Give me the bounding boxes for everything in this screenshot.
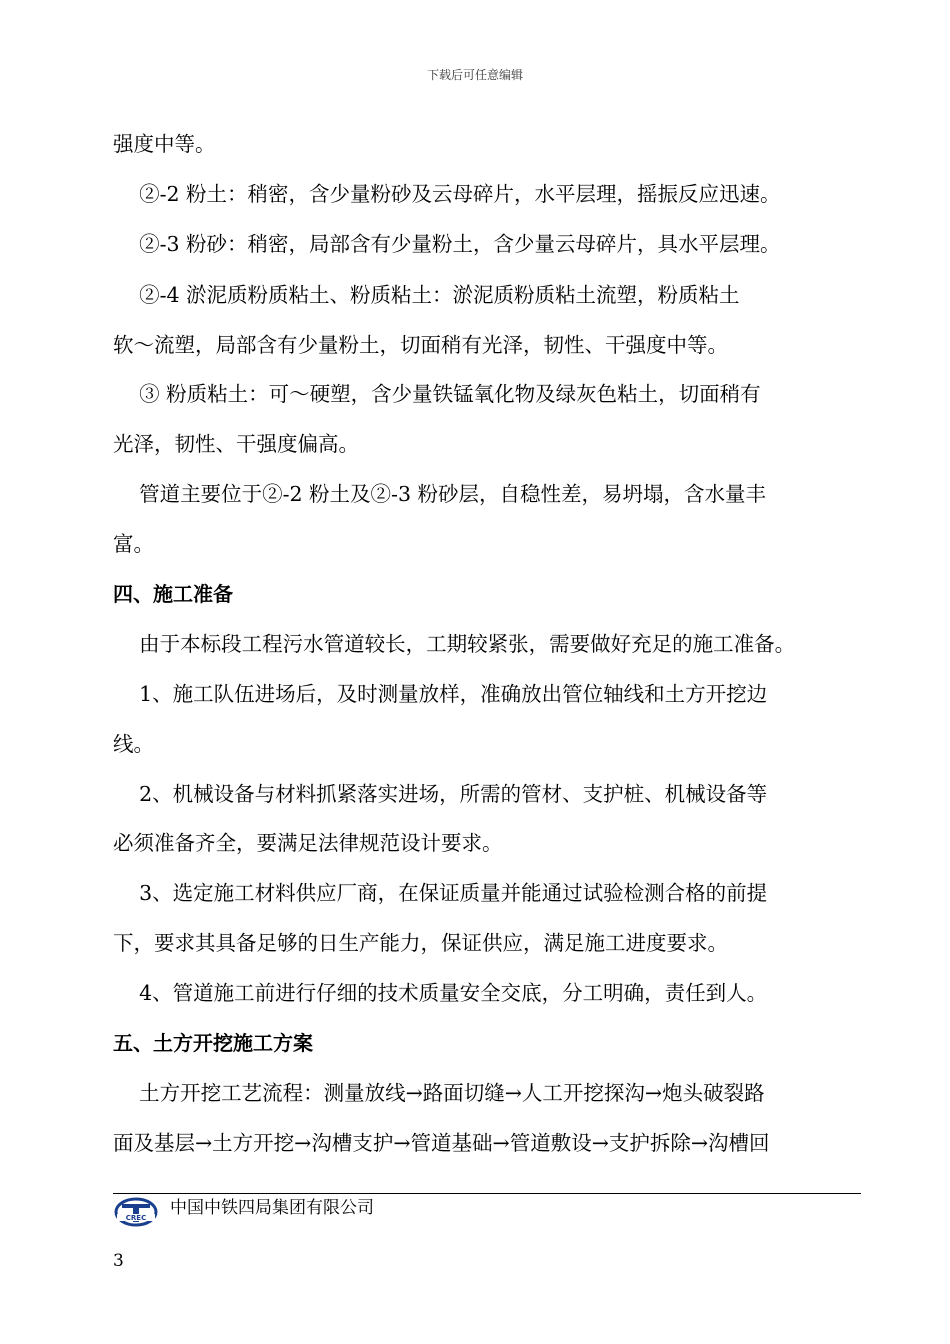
body-line: 下，要求其具备足够的日生产能力，保证供应，满足施工进度要求。 xyxy=(113,931,728,955)
body-line: ②-3 粉砂：稍密，局部含有少量粉土，含少量云母碎片，具水平层理。 xyxy=(113,232,781,256)
body-line: 软～流塑，局部含有少量粉土，切面稍有光泽，韧性、干强度中等。 xyxy=(113,333,728,357)
body-line: 必须准备齐全，要满足法律规范设计要求。 xyxy=(113,831,503,855)
body-line: 1、施工队伍进场后，及时测量放样，准确放出管位轴线和土方开挖边 xyxy=(113,682,768,706)
body-line: ②-2 粉土：稍密，含少量粉砂及云母碎片，水平层理，摇振反应迅速。 xyxy=(113,182,781,206)
body-line: 富。 xyxy=(113,532,154,556)
section-heading: 四、施工准备 xyxy=(113,582,233,606)
body-line: 3、选定施工材料供应厂商，在保证质量并能通过试验检测合格的前提 xyxy=(113,881,768,905)
body-line: 由于本标段工程污水管道较长，工期较紧张，需要做好充足的施工准备。 xyxy=(113,632,796,656)
page-number: 3 xyxy=(113,1251,124,1271)
body-line: 2、机械设备与材料抓紧落实进场，所需的管材、支护桩、机械设备等 xyxy=(113,782,768,806)
body-line: 4、管道施工前进行仔细的技术质量安全交底，分工明确，责任到人。 xyxy=(113,981,768,1005)
body-line: 管道主要位于②-2 粉土及②-3 粉砂层，自稳性差，易坍塌，含水量丰 xyxy=(113,482,767,506)
body-line: 线。 xyxy=(113,732,154,756)
body-line: 面及基层→土方开挖→沟槽支护→管道基础→管道敷设→支护拆除→沟槽回 xyxy=(113,1131,770,1155)
body-line: 强度中等。 xyxy=(113,132,216,156)
body-line: 土方开挖工艺流程：测量放线→路面切缝→人工开挖探沟→炮头破裂路 xyxy=(113,1081,765,1105)
body-line: 光泽，韧性、干强度偏高。 xyxy=(113,432,359,456)
company-logo-icon xyxy=(114,1197,158,1227)
logo-text: CREC xyxy=(125,1214,147,1222)
header-note: 下载后可任意编辑 xyxy=(426,68,523,82)
footer-company-name: 中国中铁四局集团有限公司 xyxy=(170,1198,374,1218)
footer-rule xyxy=(113,1193,861,1194)
section-heading: 五、土方开挖施工方案 xyxy=(113,1031,313,1055)
body-line: ②-4 淤泥质粉质粘土、粉质粘土：淤泥质粉质粘土流塑，粉质粘土 xyxy=(113,283,740,307)
body-line: ③ 粉质粘土：可～硬塑，含少量铁锰氧化物及绿灰色粘土，切面稍有 xyxy=(113,382,761,406)
